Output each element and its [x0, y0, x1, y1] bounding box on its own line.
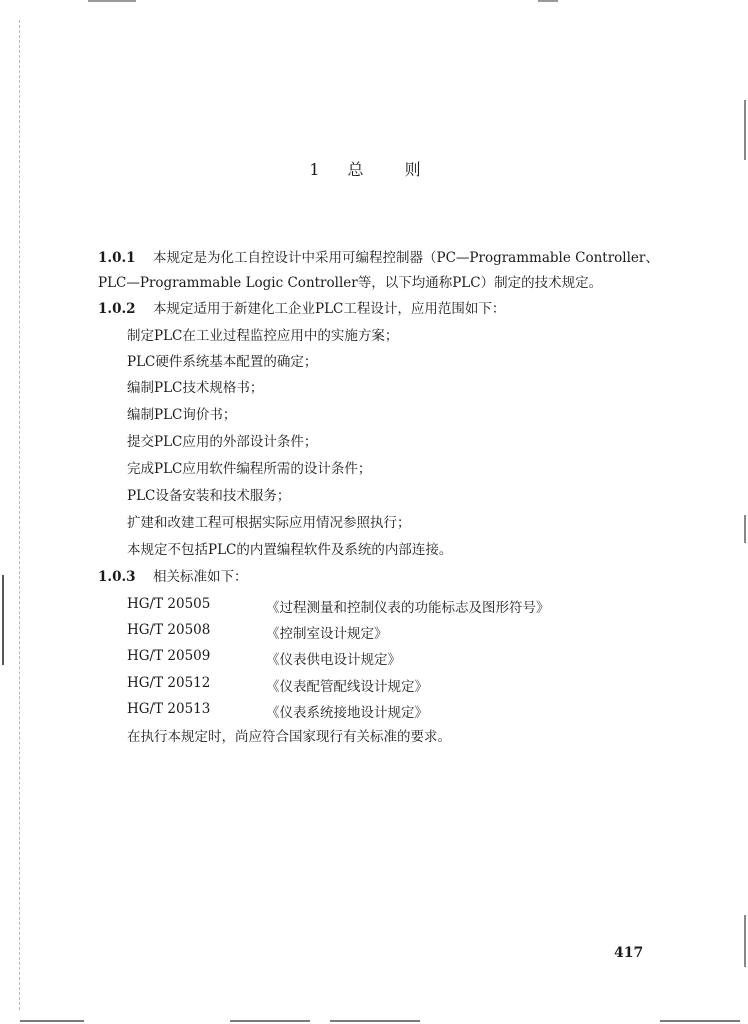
clause-text-line: 本规定是为化工自控设计中采用可编程控制器（PC—Programmable Controller、 [153, 250, 659, 266]
scan-binding-mark [2, 575, 4, 665]
standard-code: HG/T 20508 [127, 622, 211, 638]
standard-code: HG/T 20513 [127, 701, 211, 717]
clause-1-0-2 [98, 299, 505, 319]
scan-top-mark [538, 0, 558, 2]
list-item: 提交PLC应用的外部设计条件； [127, 434, 318, 450]
scan-right-edge [744, 100, 746, 160]
clause-intro: 相关标准如下： [153, 569, 248, 585]
clause-text-line: PLC—Programmable Logic Controller等，以下均通称PLC）制定的技术规定。 [98, 275, 603, 291]
standard-title: 《控制室设计规定》 [266, 626, 388, 642]
list-item: 扩建和改建工程可根据实际应用情况参照执行； [127, 515, 411, 531]
clause-1-0-1-continued [98, 273, 602, 293]
list-item: PLC硬件系统基本配置的确定； [127, 354, 318, 370]
standard-title: 《仪表配管配线设计规定》 [266, 679, 428, 695]
scan-right-edge [744, 915, 746, 967]
scan-bottom-mark [660, 1020, 740, 1022]
clause-intro: 本规定适用于新建化工企业PLC工程设计，应用范围如下： [153, 301, 506, 317]
list-item: 制定PLC在工业过程监控应用中的实施方案； [127, 328, 399, 344]
scan-bottom-mark [230, 1020, 310, 1022]
standard-title: 《仪表系统接地设计规定》 [266, 705, 428, 721]
list-item: 编制PLC询价书； [127, 407, 237, 423]
scan-bottom-mark [330, 1020, 420, 1022]
list-item: 编制PLC技术规格书； [127, 380, 264, 396]
list-item: 完成PLC应用软件编程所需的设计条件； [127, 461, 372, 477]
list-item: 本规定不包括PLC的内置编程软件及系统的内部连接。 [127, 542, 453, 558]
standard-title: 《过程测量和控制仪表的功能标志及图形符号》 [266, 600, 550, 616]
scan-bottom-mark [20, 1020, 84, 1022]
clause-number: 1.0.1 [98, 250, 136, 266]
chapter-number: 1 [309, 160, 322, 179]
list-item: PLC设备安装和技术服务； [127, 488, 291, 504]
standard-code: HG/T 20505 [127, 596, 211, 612]
clause-1-0-1 [98, 248, 659, 268]
page-number: 417 [614, 945, 644, 961]
chapter-title [0, 157, 748, 180]
scan-top-mark [88, 0, 136, 2]
clause-number: 1.0.2 [98, 301, 136, 317]
scan-right-edge [744, 515, 746, 543]
clause-number: 1.0.3 [98, 569, 136, 585]
standard-code: HG/T 20509 [127, 648, 211, 664]
clause-1-0-3 [98, 567, 248, 587]
closing-statement: 在执行本规定时，尚应符合国家现行有关标准的要求。 [127, 729, 451, 745]
chapter-title-text: 总 则 [347, 160, 439, 179]
standard-code: HG/T 20512 [127, 675, 211, 691]
standard-title: 《仪表供电设计规定》 [266, 652, 401, 668]
